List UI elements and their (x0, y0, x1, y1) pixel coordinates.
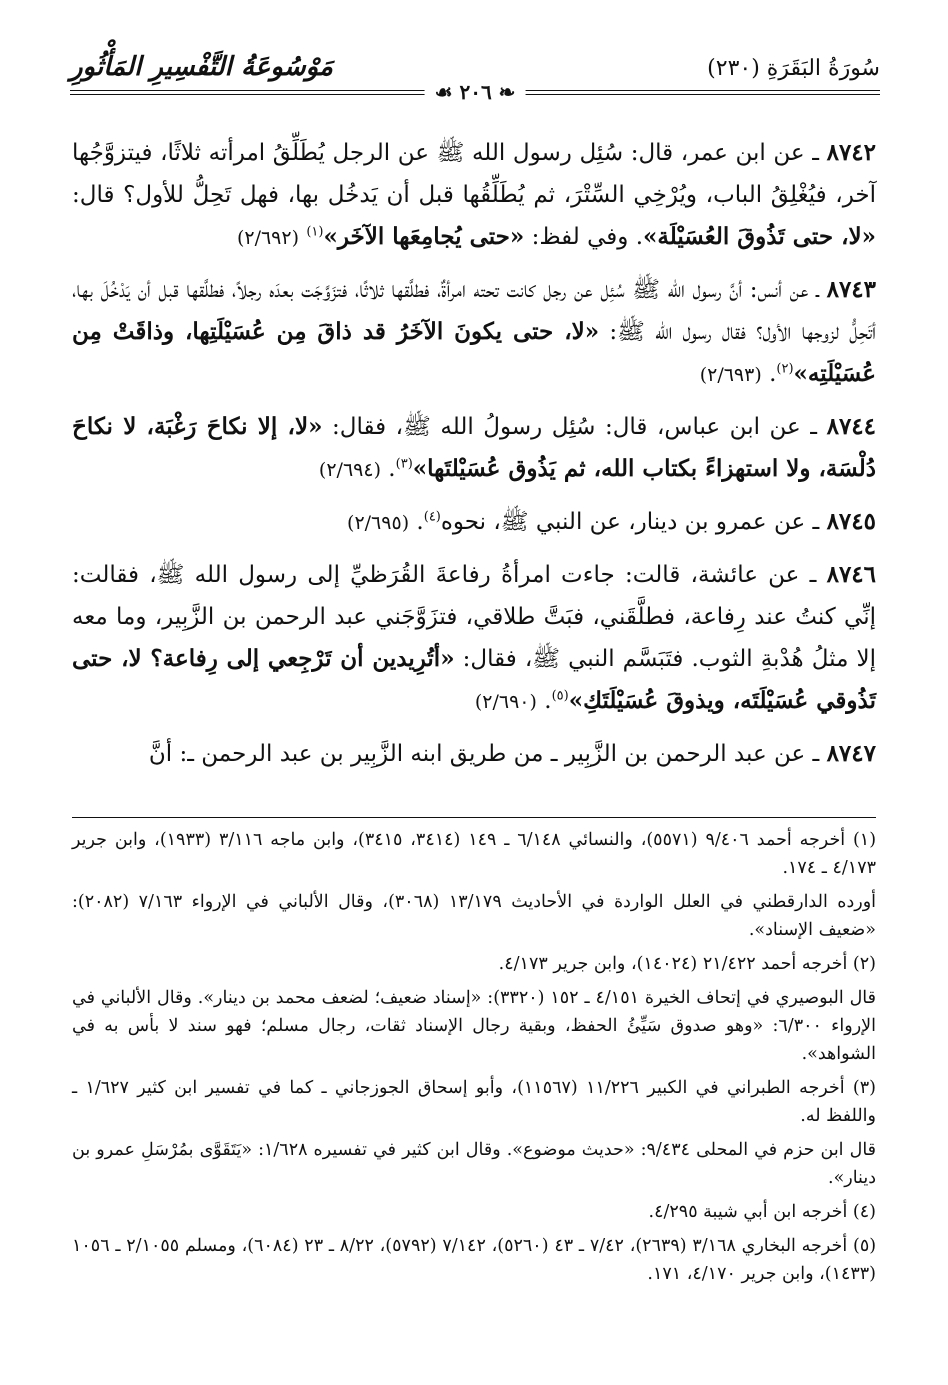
hadith-entry: ٨٧٤٦ ـ عن عائشة، قالت: جاءت امرأةُ رفاعةَ القُرَظيِّ إلى رسول الله ﷺ، فقالت: إنِّي كنتُ عند رِفاعة، فطلَّقَني، فبَتَّ طلاقي، فتزَوَّجَني عبد الرحمن بن الزَّبِير، وما معه إلا مثلُ هُدْبةِ الثوب. فتَبَسَّم النبي ﷺ، فقال: «أتُرِيدين أن تَرْجِعي إلى رِفاعة؟ لا، حتى تَذُوقي عُسَيْلَتَه، ويذوقَ عُسَيْلَتَكِ»$^{(٥)}$. (٢/٦٩٠) (72, 561, 877, 714)
page-header (70, 52, 880, 104)
entry-number: ٨٧٤٣ (826, 276, 877, 303)
hadith-entry: ٨٧٤٤ ـ عن ابن عباس، قال: سُئِل رسولُ الله ﷺ، فقال: «لا، إلا نكاحَ رَغْبَة، لا نكاحَ دُلْسَة، ولا استهزاءً بكتاب الله، ثم يَذُوق عُسَيْلتَها»$^{(٣)}$. (٢/٦٩٤) (72, 413, 877, 482)
entry-number: ٨٧٤٢ (826, 139, 877, 166)
footnote-marker: (٢) (776, 361, 794, 377)
surah-title: سُورَةُ البَقَرَةِ (766, 56, 880, 81)
entry-text: ـ عن ابن عباس، قال: سُئِل رسولُ الله ﷺ، فقال: (332, 414, 818, 440)
verse-ref: (٢٣٠) (707, 56, 760, 81)
entry-number: ٨٧٤٧ (826, 740, 876, 767)
footnote: (٥) أخرجه البخاري ٣/١٦٨ (٢٦٣٩)، ٧/٤٢ ـ ٤٣ (٥٢٦٠)، ٧/١٤٢ (٥٧٩٢)، ٨/٢٢ ـ ٢٣ (٦٠٨٤)، ومسلم ٢/١٠٥٥ ـ ١٠٥٦ (١٤٣٣)، وابن جرير ٤/١٧٠، ١٧١. (72, 1236, 877, 1284)
footnote: قال البوصيري في إتحاف الخيرة ٤/١٥١ ـ ١٥٢ (٣٣٢٠): «إسناد ضعيف؛ لضعف محمد بن دينار». وقال الألباني في الإرواء ٦/٣٠٠: «وهو صدوق سَيِّئُ الحفظ، وبقية رجال الإسناد ثقات، رجال مسلم؛ فهو سند لا بأس به في الشواهد». (72, 988, 876, 1064)
book-title: مَوْسُوعَةُ التَّفْسِيرِ المَأْثُورِ (70, 52, 333, 82)
footnote-marker: (٣) (395, 456, 413, 472)
footnote: (١) أخرجه أحمد ٩/٤٠٦ (٥٥٧١)، والنسائي ٦/١٤٨ ـ ١٤٩ (٣٤١٤، ٣٤١٥)، وابن ماجه ٣/١١٦ (١٩٣٣)، وابن جرير ٤/١٧٣ ـ ١٧٤. (72, 830, 877, 878)
entry-text: ـ عن عائشة، قالت: جاءت امرأةُ رفاعةَ القُرَظيِّ إلى رسول الله ﷺ، فقالت: إنِّي كنتُ عند رِفاعة، فطلَّقَني، فبَتَّ طلاقي، فتزَوَّجَني عبد الرحمن بن الزَّبِير، وما معه إلا مثلُ هُدْبةِ الثوب. فتَبَسَّم النبي ﷺ، فقال: (72, 562, 877, 672)
entry-number: ٨٧٤٤ (826, 413, 877, 440)
entry-bold-text: «لا، حتى تَذُوقَ العُسَيْلَة» (643, 223, 876, 250)
volume-ref: (٢/٦٩٠) (474, 691, 537, 713)
volume-ref: (٢/٦٩٤) (318, 459, 381, 481)
entry-text: ـ عن عمرو بن دينار، عن النبي ﷺ، نحوه (440, 509, 820, 535)
volume-ref: (٢/٦٩٣) (699, 364, 762, 386)
footnote-marker: (١) (306, 224, 324, 240)
footnote-marker: (٤) (423, 509, 441, 525)
footnotes (72, 826, 876, 1294)
hadith-entry: ٨٧٤٥ ـ عن عمرو بن دينار، عن النبي ﷺ، نحوه$^{(٤)}$. (٢/٦٩٥) (347, 508, 876, 535)
volume-ref: (٢/٦٩٥) (347, 512, 410, 534)
volume-ref: (٢/٦٩٢) (236, 227, 300, 249)
entry-number: ٨٧٤٥ (826, 508, 876, 535)
footnote: (٣) أخرجه الطبراني في الكبير ١١/٢٢٦ (١١٥٦٧)، وأبو إسحاق الجوزجاني ـ كما في تفسير ابن كثير ١/٦٢٧ ـ واللفظ له. (72, 1078, 876, 1126)
page-number: ❧ ٢٠٦ ☙ (425, 80, 526, 104)
footnote: (٤) أخرجه ابن أبي شيبة ٤/٢٩٥. (648, 1202, 876, 1222)
entry-number: ٨٧٤٦ (826, 561, 877, 588)
footnote-marker: (٥) (551, 688, 569, 704)
ornament-icon: ☙ (434, 80, 453, 104)
entry-bold-text: «حتى يُجامِعَها الآخَر» (323, 223, 525, 250)
hadith-entry: ٨٧٤٣ ـ عن أنس: أنَّ رسول الله ﷺ سُئِل عن رجل كانت تحته امرأةٌ، فطلَّقها ثلاثًا، فتزَوَّجَت بعدَه رجلاً، فطلَّقها قبل أن يَدْخُلَ بها، أتَحِلُّ لزوجها الأول؟ فقال رسول الله ﷺ: «لا، حتى يكونَ الآخَرُ قد ذاقَ مِن عُسَيْلَتِها، وذاقَتْ مِن عُسَيْلَتِه»$^{(٢)}$. (٢/٦٩٣) (72, 276, 877, 387)
footnote: أورده الدارقطني في العلل الواردة في الأحاديث ١٣/١٧٩ (٣٠٦٨)، وقال الألباني في الإرواء ٧/١٦٣ (٢٠٨٢): «ضعيف الإسناد». (72, 892, 877, 940)
entry-bold-text: «لا، حتى يكونَ الآخَرُ قد ذاقَ مِن عُسَيْلَتِها، وذاقَتْ مِن عُسَيْلَتِه» (72, 318, 876, 387)
hadith-entry (72, 733, 876, 775)
main-text (72, 132, 876, 785)
footnote: (٢) أخرجه أحمد ٢١/٤٢٢ (١٤٠٢٤)، وابن جرير ٤/١٧٣. (498, 954, 876, 974)
footnote-rule (72, 817, 876, 818)
entry-text: ـ عن عبد الرحمن بن الزَّبِير ـ من طريق ابنه الزَّبِير بن عبد الرحمن ـ: أنَّ (148, 741, 820, 767)
surah-heading (707, 56, 880, 81)
entry-text: . وفي لفظ: (531, 224, 644, 250)
entry-bold-text: «أتُرِيدين أن تَرْجِعي إلى رِفاعة؟ لا، حتى تَذُوقي عُسَيْلَتَه، ويذوقَ عُسَيْلَتَكِ» (72, 645, 876, 714)
entry-text: ـ عن أنس: أنَّ رسول الله ﷺ سُئِل عن رجل كانت تحته امرأةٌ، فطلَّقها ثلاثًا، فتزَوَّجَت بعدَه رجلاً، فطلَّقها قبل أن يَدْخُلَ بها، أتَحِلُّ لزوجها الأول؟ فقال رسول الله ﷺ: (72, 277, 877, 345)
entry-text: ـ عن ابن عمر، قال: سُئِل رسول الله ﷺ عن الرجل يُطَلِّقُ امرأته ثلاثًا، فيتزوَّجُها آخر، فيُغْلِقُ الباب، ويُرْخِي السِّتْرَ، ثم يُطَلِّقُها قبل أن يَدخُل بها، فهل تَحِلُّ للأول؟ قال: (72, 140, 876, 208)
hadith-entry (72, 132, 876, 259)
footnote: قال ابن حزم في المحلى ٩/٤٣٤: «حديث موضوع». وقال ابن كثير في تفسيره ١/٦٢٨: «يَتَقَوَّى بمُرْسَلِ عمرو بن دينار». (72, 1140, 877, 1188)
entry-bold-text: «لا، إلا نكاحَ رَغْبَة، لا نكاحَ دُلْسَة، ولا استهزاءً بكتاب الله، ثم يَذُوق عُسَيْلتَها» (72, 413, 876, 482)
ornament-icon: ❧ (498, 80, 516, 104)
